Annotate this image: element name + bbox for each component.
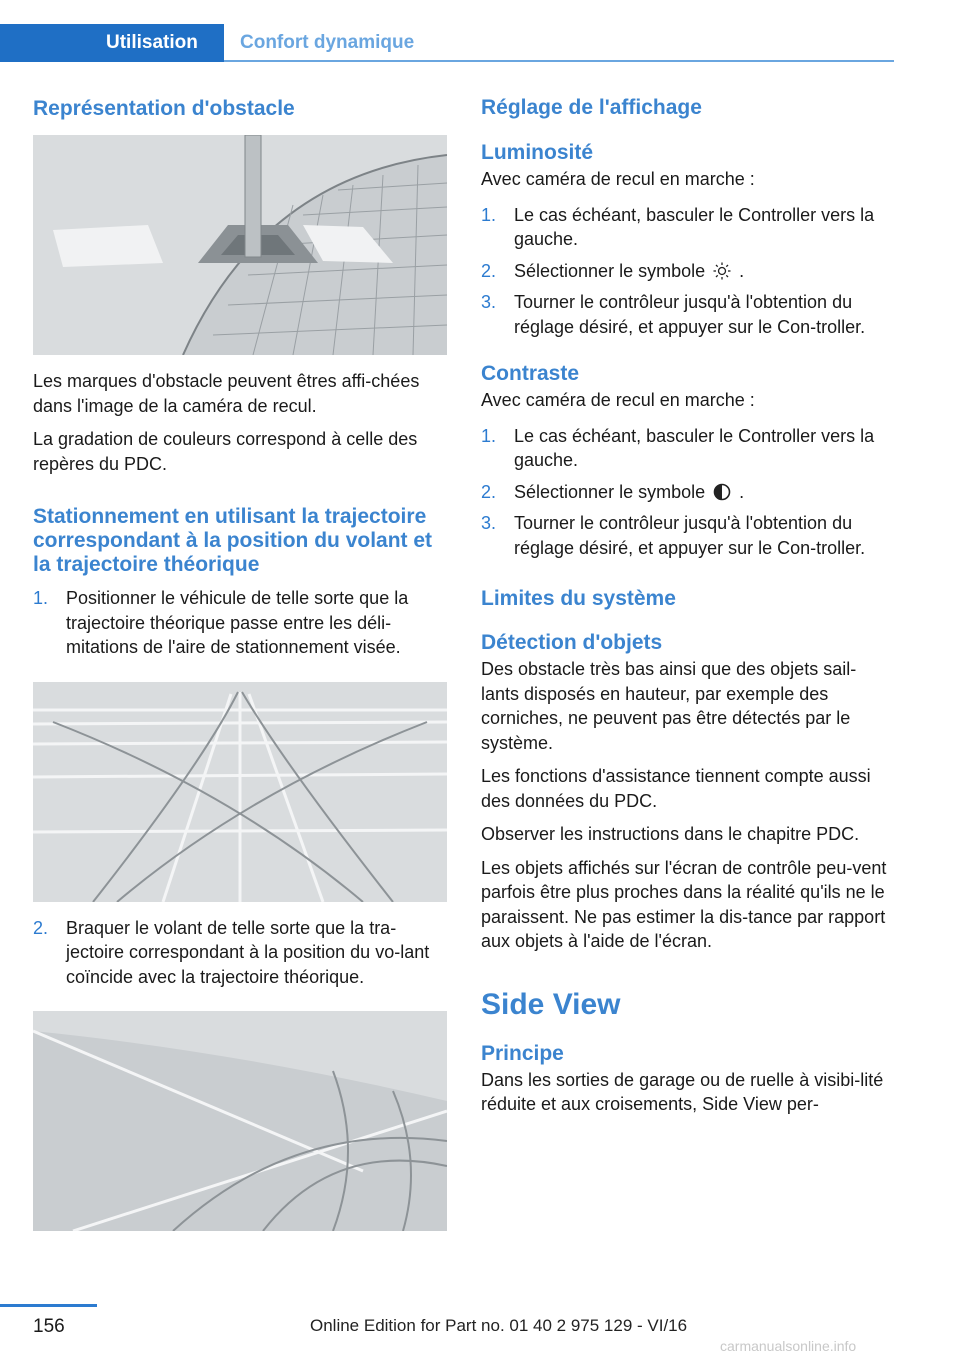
step-text: Le cas échéant, basculer le Controller vers la gauche.: [514, 425, 875, 470]
step-text: Sélectionner le symbole: [514, 481, 706, 502]
step-number: 1.: [481, 425, 497, 446]
obstacle-heading: Représentation d'obstacle: [33, 97, 295, 120]
list-item: [481, 424, 893, 473]
watermark: carmanualsonline.info: [720, 1338, 857, 1354]
step-text-end: .: [739, 260, 745, 281]
parking-steps: [33, 586, 447, 660]
step-number: 2.: [481, 481, 497, 502]
obstacle-illustration: [33, 135, 447, 355]
obstacle-paragraph-2: La gradation de couleurs correspond à celle des repères du PDC.: [33, 429, 418, 474]
edition-note: Online Edition for Part no. 01 40 2 975 129 - VI/16: [310, 1316, 688, 1335]
left-column: [33, 96, 447, 1231]
header-rule: [224, 60, 894, 62]
step-text: Positionner le véhicule de telle sorte que la trajectoire théorique passe entre les déli-mitations de l'aire de stationnement visée.: [66, 588, 409, 657]
contrast-heading: Contraste: [481, 362, 580, 385]
parking-steps-continued: [33, 916, 447, 990]
trajectory-illustration-2: [33, 1011, 447, 1231]
brightness-steps: [481, 203, 893, 340]
principle-paragraph: Dans les sorties de garage ou de ruelle à visibi-lité réduite et aux croisements, Side View per-: [481, 1069, 884, 1114]
contrast-steps: [481, 424, 893, 561]
list-item: [33, 916, 447, 990]
detection-paragraph-2: Les fonctions d'assistance tiennent compte aussi des données du PDC.: [481, 766, 871, 811]
trajectory-illustration-1: [33, 682, 447, 902]
step-text: Le cas échéant, basculer le Controller vers la gauche.: [514, 204, 875, 249]
tab-utilisation[interactable]: Utilisation: [0, 24, 224, 62]
detection-paragraph-4: Les objets affichés sur l'écran de contrôle peu-vent parfois être plus proches dans la réalité qu'ils ne le paraissent. Ne pas estimer la dis-tance par rapport aux objets à l'aide de l'écran.: [481, 857, 887, 951]
list-item: [481, 290, 893, 339]
footer-rule: [0, 1304, 97, 1307]
page-header: [0, 0, 960, 62]
step-text: Braquer le volant de telle sorte que la tra-jectoire correspondant à la position du vo-lant coïncide avec la trajectoire théorique.: [66, 917, 430, 987]
detection-paragraph-1: Des obstacle très bas ainsi que des objets sail-lants disposés en hauteur, par exemple des corniches, ne peuvent pas être détectés par le système.: [481, 659, 857, 753]
list-item: [481, 480, 893, 505]
step-number: 2.: [481, 260, 497, 281]
list-item: [481, 259, 893, 284]
side-view-heading: Side View: [481, 987, 621, 1021]
obstacle-paragraph-1: Les marques d'obstacle peuvent êtres affi-chées dans l'image de la caméra de recul.: [33, 371, 420, 416]
limits-heading: Limites du système: [481, 587, 676, 610]
display-heading: Réglage de l'affichage: [481, 96, 702, 119]
page-number: 156: [33, 1316, 65, 1337]
list-item: [33, 586, 447, 660]
step-number: 3.: [481, 292, 497, 312]
step-number: 3.: [481, 513, 497, 533]
tab-confort-dynamique[interactable]: Confort dynamique: [240, 32, 415, 53]
step-text-end: .: [739, 481, 745, 502]
contrast-intro: Avec caméra de recul en marche :: [481, 390, 755, 410]
step-number: 1.: [481, 204, 497, 225]
detection-paragraph-3: Observer les instructions dans le chapitre PDC.: [481, 824, 860, 844]
brightness-heading: Luminosité: [481, 141, 594, 164]
detection-heading: Détection d'objets: [481, 631, 663, 654]
contrast-icon: [713, 483, 731, 501]
list-item: [481, 203, 893, 252]
brightness-icon: [713, 262, 731, 280]
list-item: [481, 511, 893, 560]
brightness-intro: Avec caméra de recul en marche :: [481, 169, 755, 189]
step-text: Sélectionner le symbole: [514, 260, 706, 281]
principle-heading: Principe: [481, 1041, 564, 1065]
step-number: 1.: [33, 588, 49, 608]
parking-heading: Stationnement en utilisant la trajectoire correspondant à la position du volant et la trajectoire théorique: [33, 505, 433, 576]
step-number: 2.: [33, 917, 49, 938]
right-column: [481, 96, 893, 1117]
step-text: Tourner le contrôleur jusqu'à l'obtention du réglage désiré, et appuyer sur le Con-troller.: [514, 292, 866, 337]
step-text: Tourner le contrôleur jusqu'à l'obtention du réglage désiré, et appuyer sur le Con-troller.: [514, 513, 866, 558]
